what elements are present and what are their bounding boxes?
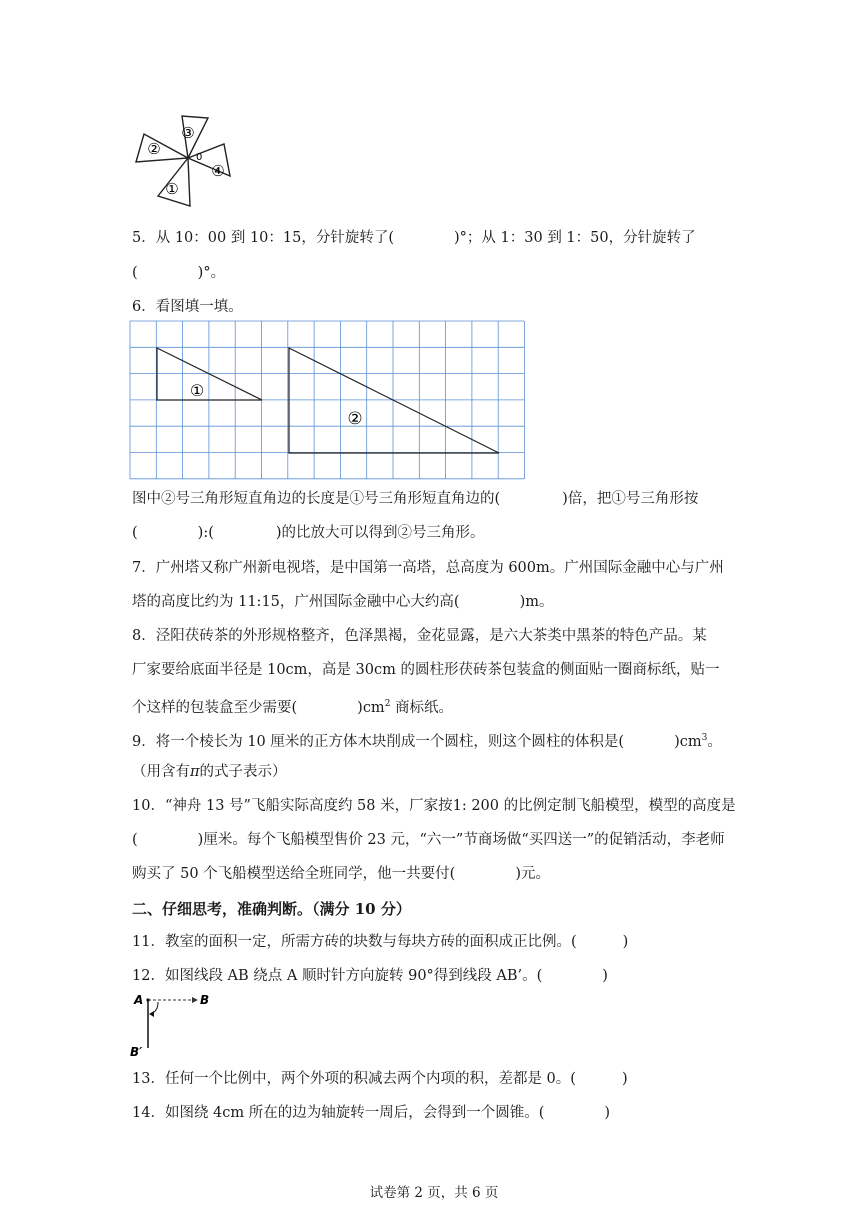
windmill-label-4: ④	[211, 162, 225, 180]
q14-line: 14．如图绕 4cm 所在的边为轴旋转一周后，会得到一个圆锥。( )	[132, 1105, 611, 1121]
point-a-label: A	[134, 993, 144, 1007]
q9-line1: 9．将一个棱长为 10 厘米的正方体木块削成一个圆柱，则这个圆柱的体积是( )$cm^3$。	[132, 733, 722, 750]
q8-line1: 8．泾阳茯砖茶的外形规格整齐，色泽黑褐，金花显露，是六大茶类中黑茶的特色产品。某	[132, 628, 707, 644]
section2-title: 二、仔细思考，准确判断。（满分 10 分）	[132, 900, 411, 918]
page-footer: 试卷第 2 页，共 6 页	[369, 1185, 499, 1201]
grid-label-1: ①	[189, 381, 205, 400]
triangle-2	[136, 134, 188, 162]
q11-line: 11．教室的面积一定，所需方砖的块数与每块方砖的面积成正比例。( )	[132, 934, 629, 950]
q6-line1: 图中②号三角形短直角边的长度是①号三角形短直角边的( )倍，把①号三角形按	[132, 491, 699, 507]
q8-line2: 厂家要给底面半径是 10cm，高是 30cm 的圆柱形茯砖茶包装盒的侧面贴一圈商标纸，贴一	[132, 662, 720, 678]
q6-line2: ( ):( )的比放大可以得到②号三角形。	[132, 525, 485, 541]
q10-line3: 购买了 50 个飞船模型送给全班同学，他一共要付( )元。	[132, 866, 550, 882]
triangle-1-grid	[157, 348, 262, 400]
q12-line: 12．如图线段 AB 绕点 A 顺时针方向旋转 90°得到线段 AB’。( )	[132, 968, 608, 984]
grid-label-2: ②	[347, 409, 363, 429]
point-b-prime-label: B′	[130, 1045, 143, 1059]
q5-line2: ( )°。	[132, 265, 226, 281]
q13-line: 13．任何一个比例中，两个外项的积减去两个内项的积，差都是 0。( )	[132, 1071, 628, 1087]
q6-grid-figure	[130, 321, 526, 481]
q5-line1: 5．从 10：00 到 10：15，分针旋转了( )°；从 1：30 到 1：50，分针旋转了	[132, 230, 696, 246]
windmill-center-label: 0	[196, 152, 203, 163]
q7-line1: 7．广州塔又称广州新电视塔，是中国第一高塔，总高度为 600m。广州国际金融中心与广州	[132, 560, 724, 576]
q7-line2: 塔的高度比约为 11:15，广州国际金融中心大约高( )m。	[132, 594, 554, 610]
q8-line3: 个这样的包装盒至少需要( )$cm^2$ 商标纸。	[132, 699, 454, 716]
q6-title: 6．看图填一填。	[132, 299, 243, 315]
point-b-label: B	[200, 993, 210, 1007]
triangle-2-grid	[289, 348, 499, 453]
q12-segment-figure	[128, 990, 218, 1060]
windmill-label-1: ①	[165, 180, 179, 198]
q9-line2: （用含有π的式子表示）	[132, 764, 287, 780]
q10-line2: ( )厘米。每个飞船模型售价 23 元，“六一”节商场做“买四送一”的促销活动，李老师	[132, 832, 725, 848]
windmill-label-2: ②	[147, 140, 161, 158]
windmill-label-3: ③	[181, 124, 195, 142]
windmill-figure	[130, 110, 240, 210]
q10-line1: 10．“神舟 13 号”飞船实际高度约 58 米，厂家按1: 200 的比例定制飞船模型，模型的高度是	[132, 798, 736, 814]
